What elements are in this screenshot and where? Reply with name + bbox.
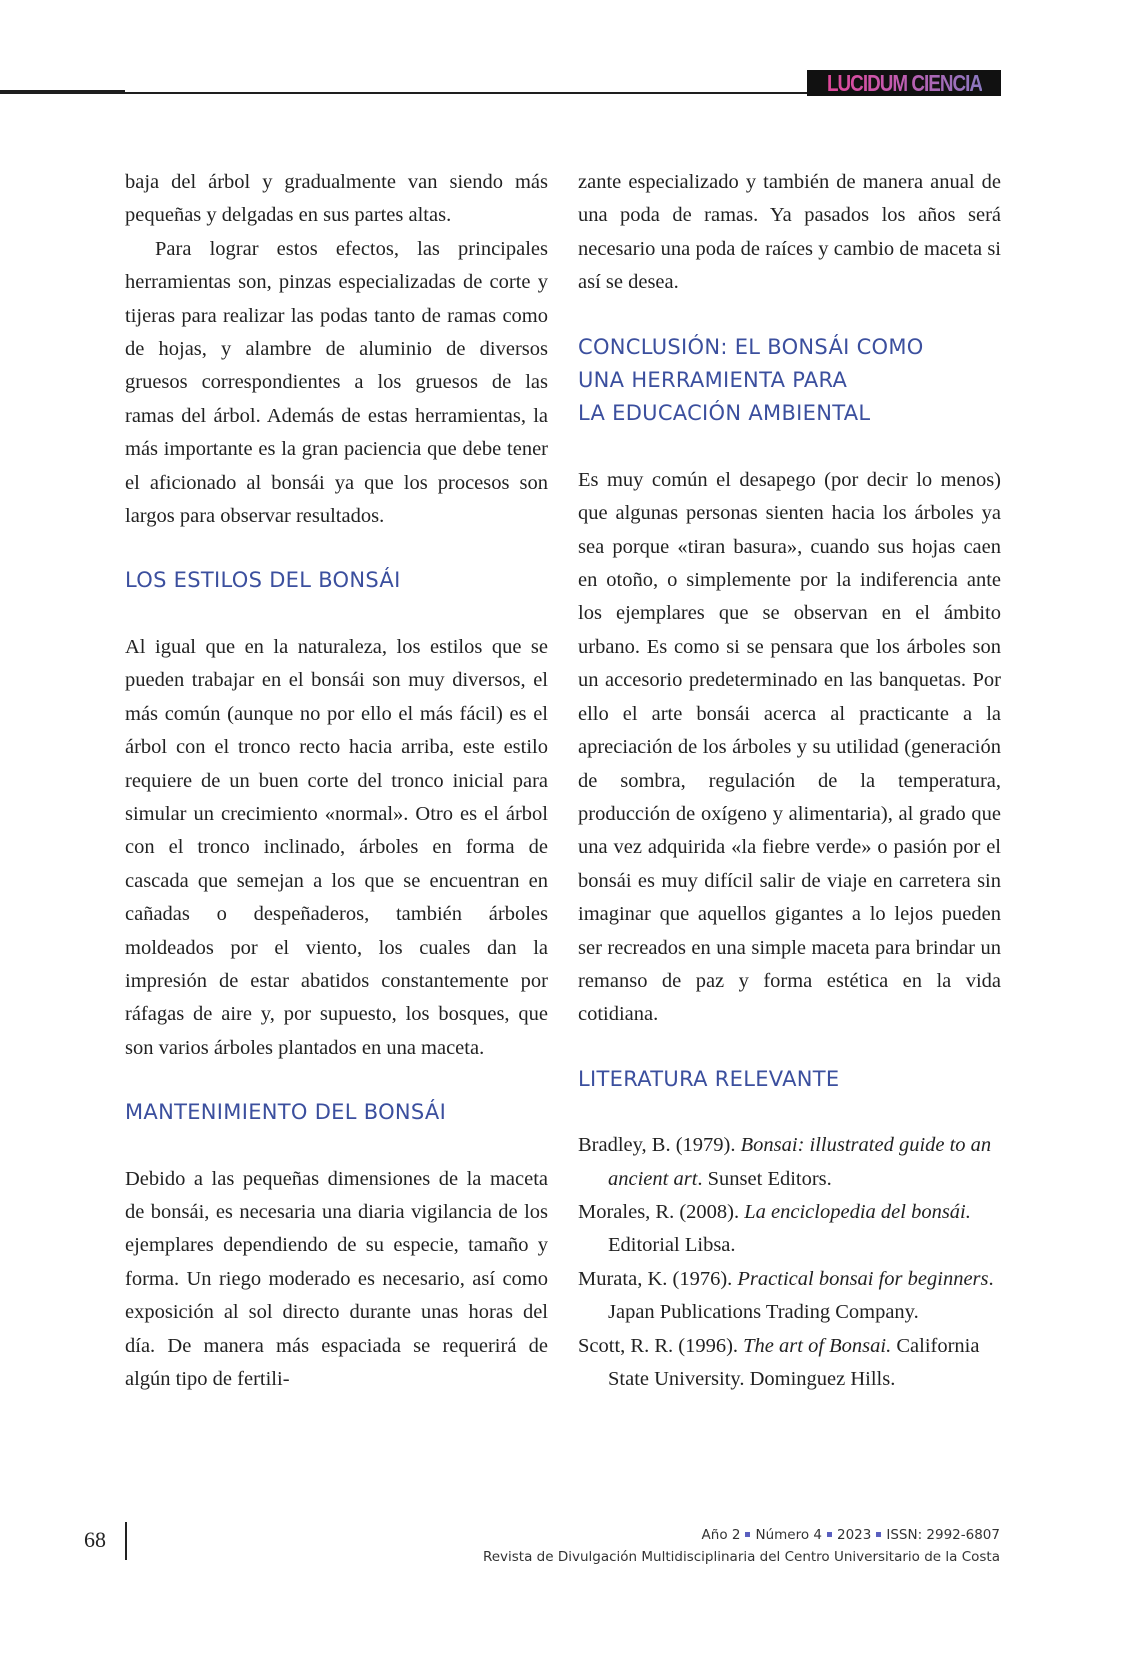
reference-title: Practical bonsai for beginners — [737, 1267, 989, 1290]
issue-line: Año 2 Número 4 2023 ISSN: 2992-6807 — [701, 1527, 1000, 1543]
section-heading-line: CONCLUSIÓN: EL BONSÁI COMO — [578, 334, 924, 359]
journal-full-name: Revista de Divulgación Multidisciplinaria del Centro Universitario de la Costa — [482, 1549, 1000, 1565]
page-number: 68 — [84, 1527, 106, 1552]
reference-list — [578, 1129, 1001, 1396]
paragraph: baja del árbol y gradualmente van siendo más pequeñas y delgadas en sus partes altas. — [125, 171, 548, 227]
section-heading-estilos: LOS ESTILOS DEL BONSÁI — [125, 568, 401, 593]
reference-item: Scott, R. R. (1996). The art of Bonsai. California State University. Dominguez Hills. — [578, 1334, 980, 1390]
reference-item: Bradley, B. (1979). Bonsai: illustrated guide to an ancient art. Sunset Editors. — [578, 1134, 992, 1190]
header-rule-thin — [125, 92, 815, 94]
right-column — [578, 166, 1001, 1396]
section-heading-conclusion — [578, 331, 1001, 431]
footer-info — [483, 1524, 1000, 1568]
header-rule-thick — [0, 90, 125, 94]
reference-title: La enciclopedia del bonsái. — [744, 1200, 971, 1223]
reference-item: Murata, K. (1976). Practical bonsai for beginners. Japan Publications Trading Company. — [578, 1267, 994, 1324]
left-column — [125, 166, 548, 1396]
paragraph: Para lograr estos efectos, las principales herramientas son, pinzas especializadas de corte y tijeras para realizar las podas tanto de ramas como de hojas, y alambre de aluminio de diversos gruesos correspondientes a los gruesos de las ramas del árbol. Además de estas herramientas, la más importante es la gran paciencia que debe tener el aficionado al bonsái ya que los procesos son largos para observar resultados. — [125, 237, 548, 528]
separator-square-icon — [876, 1532, 881, 1537]
paragraph: Es muy común el desapego (por decir lo menos) que algunas personas sienten hacia los árboles ya sea porque «tiran basura», cuando sus hojas caen en otoño, o simplemente por la indiferencia ante los ejemplares que se observan en el ámbito urbano. Es como si se pensara que los árboles son un accesorio predeterminado en las banquetas. Por ello el arte bonsái acerca al practicante a la apreciación de los árboles y su utilidad (generación de sombra, regulación de la temperatura, producción de oxígeno y alimentaria), al grado que una vez adquirida «la fiebre verde» o pasión por el bonsái es muy difícil salir de viaje en carretera sin imaginar que aquellos gigantes a lo lejos pueden ser recreados en una simple maceta para brindar un remanso de paz y forma estética en la vida cotidiana. — [578, 468, 1001, 1026]
reference-item: Morales, R. (2008). La enciclopedia del bonsái. Editorial Libsa. — [578, 1200, 971, 1257]
paragraph: Al igual que en la naturaleza, los estilos que se pueden trabajar en el bonsái son muy diversos, el más común (aunque no por ello el más fácil) es el árbol con el tronco recto hacia arriba, este estilo requiere de un buen corte del tronco inicial para simular un crecimiento «normal». Otro es el árbol con el tronco inclinado, árboles en forma de cascada que semejan a los que se encuentran en cañadas o despeñaderos, también árboles moldeados por el viento, los cuales dan la impresión de estar abatidos constantemente por ráfagas de aire y, por supuesto, los bosques, que son varios árboles plantados en una maceta. — [125, 635, 548, 1059]
page-number-divider — [125, 1522, 127, 1560]
paragraph: Debido a las pequeñas dimensiones de la maceta de bonsái, es necesaria una diaria vigilancia de los ejemplares dependiendo de su especie, tamaño y forma. Un riego moderado es necesario, así como exposición al sol directo durante unas horas del día. De manera más espaciada se requerirá de algún tipo de fertili- — [125, 1167, 548, 1390]
reference-title: The art of Bonsai. — [743, 1334, 892, 1357]
separator-square-icon — [827, 1532, 832, 1537]
separator-square-icon — [745, 1532, 750, 1537]
journal-label — [807, 70, 1001, 96]
section-heading-literatura: LITERATURA RELEVANTE — [578, 1066, 840, 1091]
section-heading-mantenimiento: MANTENIMIENTO DEL BONSÁI — [125, 1100, 447, 1125]
section-heading-line: LA EDUCACIÓN AMBIENTAL — [578, 401, 871, 426]
reference-title: Bonsai: illustrated guide to an ancient art — [608, 1134, 992, 1190]
journal-label-text: LUCIDUM CIENCIA — [826, 69, 982, 96]
section-heading-line: UNA HERRAMIENTA PARA — [578, 368, 848, 393]
paragraph: zante especializado y también de manera anual de una poda de ramas. Ya pasados los años será necesario una poda de raíces y cambio de maceta si así se desea. — [578, 171, 1001, 294]
